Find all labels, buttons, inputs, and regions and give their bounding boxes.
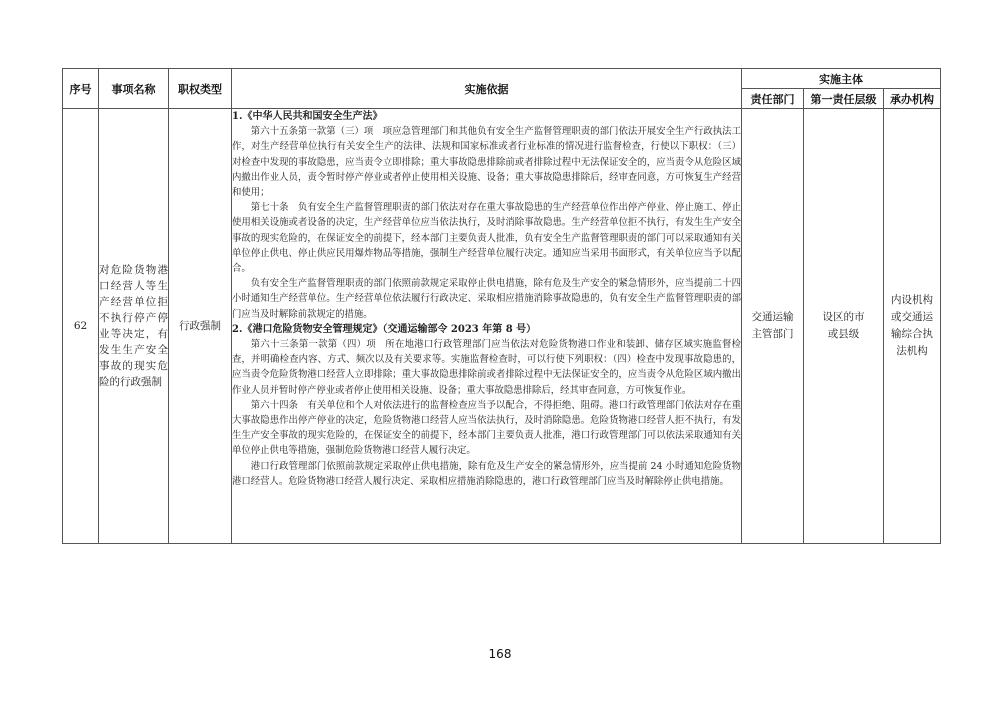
cell-basis (232, 109, 742, 544)
law2-para-2: 第六十四条 有关单位和个人对依法进行的监督检查应当予以配合，不得拒绝、阻碍。港口行政管理部门依法对存在重大事故隐患作出停产停业的决定，危险货物港口经营人应当依法执行，及时消除隐患。危险货物港口经营人拒不执行，有发生生产安全事故的现实危险的，在保证安全的前提下，经本部门主要负责人批准，港口行政管理部门可以依法采取通知有关单位停止供电等措施，强制危险货物港口经营人履行决定。 (232, 399, 741, 457)
header-dept: 责任部门 (742, 89, 804, 109)
cell-power-type: 行政强制 (169, 109, 232, 544)
law1-para-3: 负有安全生产监督管理职责的部门依照前款规定采取停止供电措施，除有危及生产安全的紧急情形外，应当提前二十四小时通知生产经营单位。生产经营单位依法履行行政决定、采取相应措施消除事故隐患的，负有安全生产监督管理职责的部门应当及时解除前款规定的措施。 (232, 278, 741, 320)
law2-para-3: 港口行政管理部门依照前款规定采取停止供电措施，除有危及生产安全的紧急情形外，应当提前 24 小时通知危险货物港口经营人。危险货物港口经营人履行决定、采取相应措施消除隐患的，港口行政管理部门应当及时解除停止供电措施。 (232, 460, 741, 487)
header-row-1 (63, 69, 941, 89)
cell-org: 内设机构或交通运输综合执法机构 (884, 109, 941, 544)
page-number: 168 (488, 647, 512, 661)
header-org: 承办机构 (884, 89, 941, 109)
header-power-type: 职权类型 (169, 69, 232, 109)
header-level: 第一责任层级 (804, 89, 884, 109)
cell-item-name: 对危险货物港口经营人等生产经营单位拒不执行停产停业等决定，有发生生产安全事故的现实危险的行政强制 (99, 109, 169, 544)
header-subject: 实施主体 (742, 69, 941, 89)
law2-title: 2.《港口危险货物安全管理规定》（交通运输部令 2023 年第 8 号） (232, 323, 537, 335)
table-row (63, 109, 941, 544)
authority-table (62, 68, 941, 544)
law1-para-1: 第六十五条第一款第（三）项 项应急管理部门和其他负有安全生产监督管理职责的部门依法开展安全生产行政执法工作，对生产经营单位执行有关安全生产的法律、法规和国家标准或者行业标准的情况进行监督检查，行使以下职权：（三）对检查中发现的事故隐患，应当责令立即排除；重大事故隐患排除前或者排除过程中无法保证安全的，应当责令从危险区域内撤出作业人员，责令暂时停产停业或者停止使用相关设施、设备；重大事故隐患排除后，经审查同意，方可恢复生产经营和使用； (232, 126, 741, 199)
cell-level: 设区的市或县级 (804, 109, 884, 544)
law1-para-2: 第七十条 负有安全生产监督管理职责的部门依法对存在重大事故隐患的生产经营单位作出停产停业、停止施工、停止使用相关设施或者设备的决定，生产经营单位应当依法执行，及时消除事故隐患。生产经营单位拒不执行，有发生生产安全事故的现实危险的，在保证安全的前提下，经本部门主要负责人批准，负有安全生产监督管理职责的部门可以采取通知有关单位停止供电、停止供应民用爆炸物品等措施，强制生产经营单位履行决定。通知应当采用书面形式，有关单位应当予以配合。 (232, 202, 741, 275)
header-basis: 实施依据 (232, 69, 742, 109)
header-seq: 序号 (63, 69, 99, 109)
header-item-name: 事项名称 (99, 69, 169, 109)
law2-para-1: 第六十三条第一款第（四）项 所在地港口行政管理部门应当依法对危险货物港口作业和装卸、储存区域实施监督检查，并明确检查内容、方式、频次以及有关要求等。实施监督检查时，可以行使下列职权：（四）检查中发现事故隐患的，应当责令危险货物港口经营人立即排除；重大事故隐患排除前或者排除过程中无法保证安全的，应当责令从危险区域内撤出作业人员并暂时停产停业或者停止使用相关设施、设备；重大事故隐患排除后，经其审查同意，方可恢复作业。 (232, 339, 741, 396)
cell-seq: 62 (63, 109, 99, 544)
cell-dept: 交通运输主管部门 (742, 109, 804, 544)
law1-title: 1.《中华人民共和国安全生产法》 (232, 111, 383, 122)
